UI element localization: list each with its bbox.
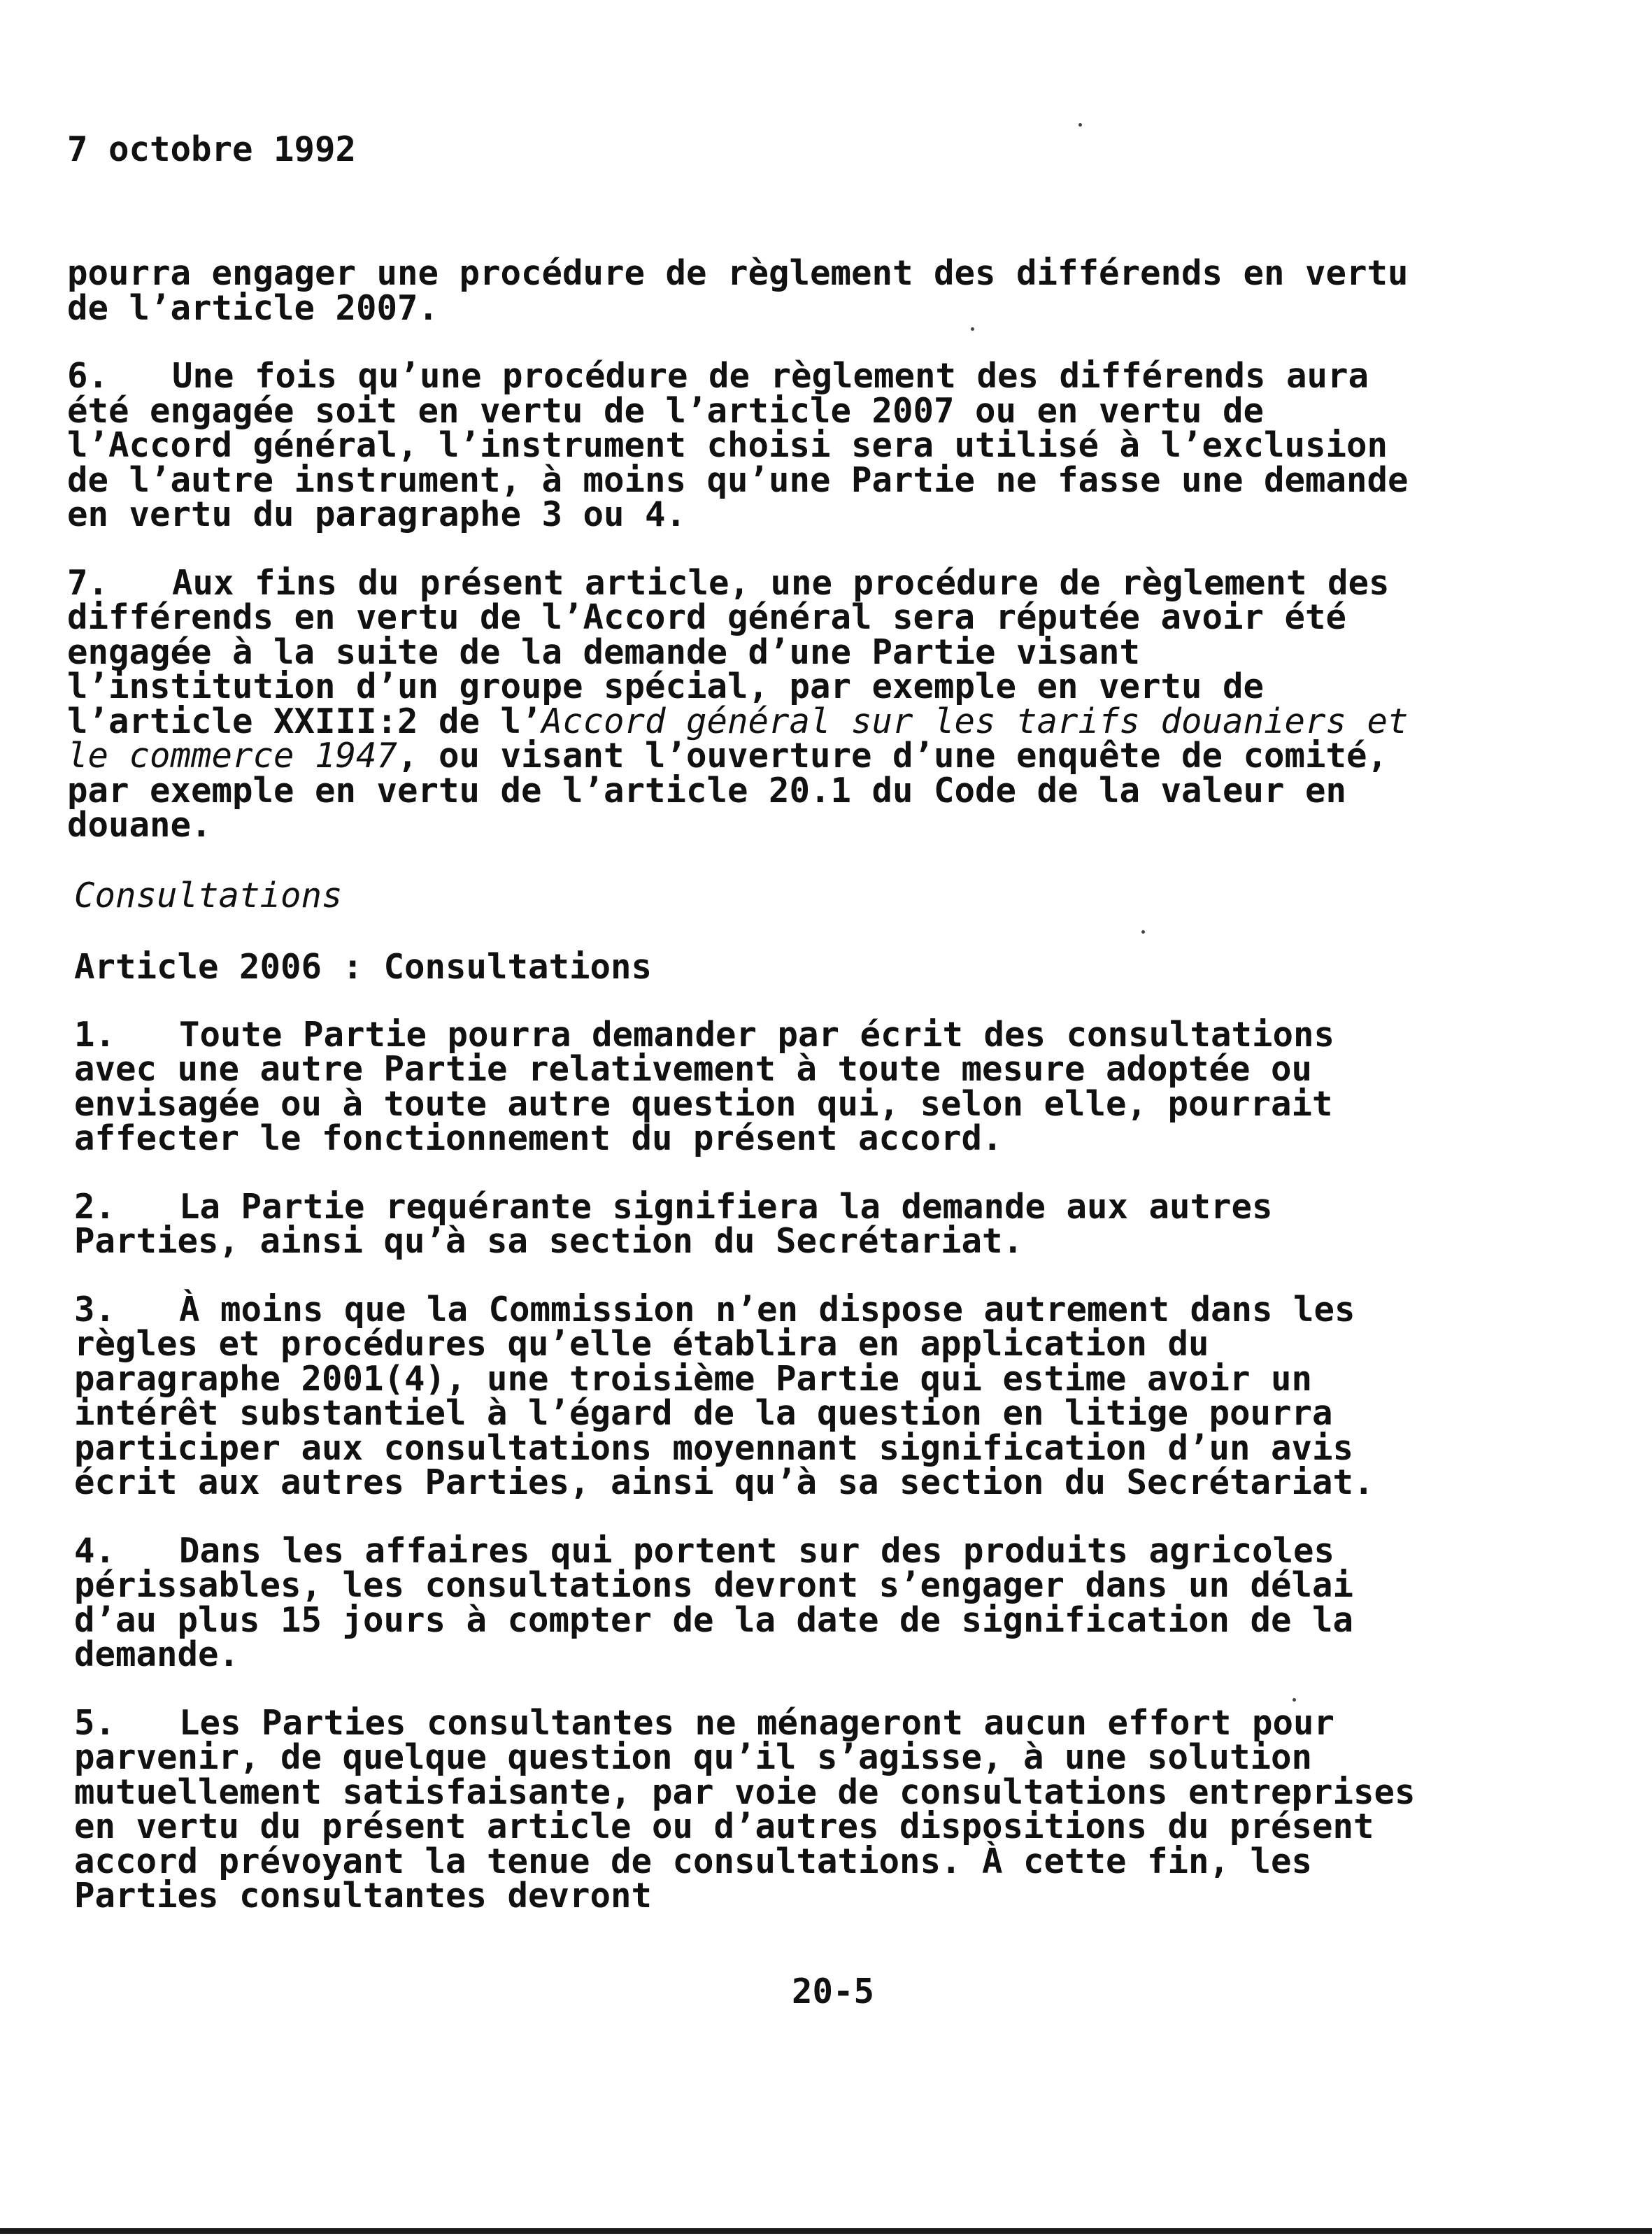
paragraph-number: 7. xyxy=(67,562,109,603)
article-2006-paragraphs xyxy=(67,1014,1466,1916)
paragraph-text: Dans les affaires qui portent sur des produits agricoles périssables, les consultations devront s’engager dans un délai d’au plus 15 jours à compter de la date de signification de la demande. xyxy=(74,1530,1354,1674)
paragraph-number: 6. xyxy=(67,356,109,396)
document-body xyxy=(67,253,1466,1947)
paragraph-text-continued: , ou visant l’ouverture d’une enquête de comité, par exemple en vertu de l’article 20.1 du Code de la valeur en douane. xyxy=(67,736,1388,845)
section-subheading: Consultations xyxy=(74,875,343,915)
paragraph-text: Toute Partie pourra demander par écrit des consultations avec une autre Partie relativement à toute mesure adoptée ou envisagée ou à toute autre question qui, selon elle, pourrait affecter le fonctionnement du présent accord. xyxy=(74,1014,1335,1158)
paragraph-7 xyxy=(67,562,1466,845)
article-paragraph-3 xyxy=(74,1289,1466,1502)
paragraph-number: 4. xyxy=(74,1530,116,1571)
scan-speck xyxy=(1293,1698,1296,1702)
paragraph-number: 1. xyxy=(74,1014,116,1055)
agreement-title: Accord général sur les tarifs douaniers et le commerce 1947 xyxy=(67,701,1409,776)
article-paragraph-4 xyxy=(74,1530,1466,1674)
paragraph-number: 3. xyxy=(74,1289,116,1330)
document-date: 7 octobre 1992 xyxy=(67,129,357,169)
paragraph-6 xyxy=(67,356,1466,534)
page-number: 20-5 xyxy=(791,1972,874,2011)
scan-speck xyxy=(1141,930,1145,934)
article-paragraph-1 xyxy=(74,1014,1466,1158)
paragraph-text: Les Parties consultantes ne ménageront aucun effort pour parvenir, de quelque question qu’il s’agisse, à une solution mutuellement satisfaisante, par voie de consultations entreprises en vertu du présent article ou d’autres dispositions du présent accord prévoyant la tenue de consultations. À cette fin, les Parties consultantes devront xyxy=(74,1702,1416,1916)
article-heading: Article 2006 : Consultations xyxy=(74,946,653,987)
continuation-paragraph xyxy=(67,253,1466,328)
paragraph-text: Une fois qu’une procédure de règlement des différends aura été engagée soit en vertu de l’article 2007 ou en vertu de l’Accord général, l’instrument choisi sera utilisé à l’exclusion de l’autre instrument, à moins qu’une Partie ne fasse une demande en vertu du paragraphe 3 ou 4. xyxy=(67,356,1409,534)
article-paragraph-5 xyxy=(74,1702,1466,1916)
paragraph-number: 5. xyxy=(74,1702,116,1743)
paragraph-text: Aux fins du présent article, une procédure de règlement des différends en vertu de l’Accord général sera réputée avoir été engagée à la suite de la demande d’une Partie visant l’institution d’un groupe spécial, par exemple en vertu de l’article XXIII:2 de l’ xyxy=(67,562,1390,741)
scan-speck xyxy=(1078,123,1082,127)
paragraph-text: À moins que la Commission n’en dispose autrement dans les règles et procédures qu’elle établira en application du paragraphe 2001(4), une troisième Partie qui estime avoir un intérêt substantiel à l’égard de la question en litige pourra participer aux consultations moyennant signification d’un avis écrit aux autres Parties, ainsi qu’à sa section du Secrétariat. xyxy=(74,1289,1374,1502)
article-paragraph-2 xyxy=(74,1186,1466,1261)
paragraph-text: La Partie requérante signifiera la demande aux autres Parties, ainsi qu’à sa section du Secrétariat. xyxy=(74,1186,1273,1261)
page-bottom-edge xyxy=(0,2228,1652,2234)
paragraph-number: 2. xyxy=(74,1186,116,1227)
paragraph-text: pourra engager une procédure de règlement des différends en vertu de l’article 2007. xyxy=(67,253,1409,328)
scan-speck xyxy=(971,327,974,331)
